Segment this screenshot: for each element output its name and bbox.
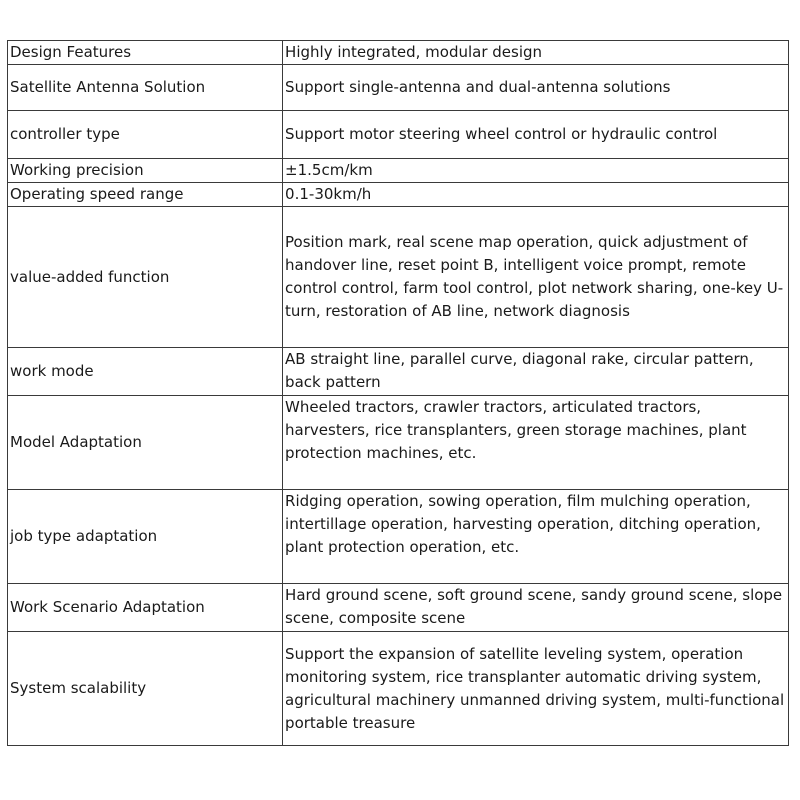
row-label: Operating speed range bbox=[8, 183, 283, 207]
row-label: Satellite Antenna Solution bbox=[8, 65, 283, 111]
table-row bbox=[8, 584, 789, 632]
table-row bbox=[8, 111, 789, 159]
table-row bbox=[8, 348, 789, 396]
table-row bbox=[8, 65, 789, 111]
row-label: Model Adaptation bbox=[8, 396, 283, 490]
table-row bbox=[8, 207, 789, 348]
row-value: Support motor steering wheel control or hydraulic control bbox=[283, 111, 789, 159]
table-row bbox=[8, 396, 789, 490]
row-value: Support single-antenna and dual-antenna solutions bbox=[283, 65, 789, 111]
row-value: AB straight line, parallel curve, diagonal rake, circular pattern, back pattern bbox=[283, 348, 789, 396]
row-value: 0.1-30km/h bbox=[283, 183, 789, 207]
row-label: Work Scenario Adaptation bbox=[8, 584, 283, 632]
row-label: System scalability bbox=[8, 632, 283, 746]
row-label: controller type bbox=[8, 111, 283, 159]
row-value: Highly integrated, modular design bbox=[283, 41, 789, 65]
row-label: job type adaptation bbox=[8, 490, 283, 584]
row-label: work mode bbox=[8, 348, 283, 396]
row-label: Design Features bbox=[8, 41, 283, 65]
specification-table bbox=[7, 40, 789, 746]
table-row bbox=[8, 159, 789, 183]
table-row bbox=[8, 632, 789, 746]
row-label: value-added function bbox=[8, 207, 283, 348]
row-value: Support the expansion of satellite leveling system, operation monitoring system, rice transplanter automatic driving system, agricultural machinery unmanned driving system, multi-functional portable treasure bbox=[283, 632, 789, 746]
row-value: ±1.5cm/km bbox=[283, 159, 789, 183]
row-value: Wheeled tractors, crawler tractors, articulated tractors, harvesters, rice transplanters, green storage machines, plant protection machines, etc. bbox=[283, 396, 789, 490]
row-value: Ridging operation, sowing operation, film mulching operation, intertillage operation, harvesting operation, ditching operation, plant protection operation, etc. bbox=[283, 490, 789, 584]
row-label: Working precision bbox=[8, 159, 283, 183]
row-value: Hard ground scene, soft ground scene, sandy ground scene, slope scene, composite scene bbox=[283, 584, 789, 632]
table-row bbox=[8, 490, 789, 584]
row-value: Position mark, real scene map operation, quick adjustment of handover line, reset point B, intelligent voice prompt, remote control control, farm tool control, plot network sharing, one-key U-turn, restoration of AB line, network diagnosis bbox=[283, 207, 789, 348]
table-row bbox=[8, 41, 789, 65]
table-row bbox=[8, 183, 789, 207]
